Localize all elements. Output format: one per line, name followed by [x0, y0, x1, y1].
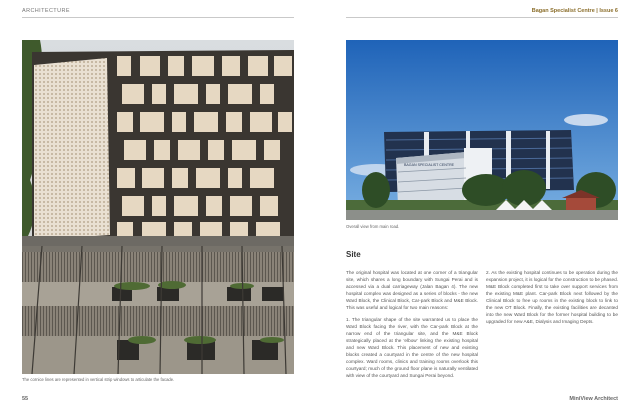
- facade-photo-caption: The cornice lines are represented in vertical strip windows to articulate the facade.: [22, 377, 175, 382]
- header-project-label: Bagan Specialist Centre | Issue 6: [531, 8, 618, 14]
- article-paragraph-2: 1. The triangular shape of the site warranted us to place the Ward Block facing the river, with the Car-park Block at the narrow end of the triangular site, and the M&E Block strategically placed at the 'elbow' linking the existing hospital and new Ward Block. This placement of new and existing blocks created a courtyard in the centre of the new hospital complex. Ward rooms, clinics and training rooms overlook this courtyard; much of the ground floor plane is naturally ventilated with view of the courtyard and Sungai Perai beyond.: [346, 317, 478, 378]
- header-rule-right: [346, 17, 618, 18]
- article-paragraph-3: 2. As the existing hospital continues to be operation during the expansion project, it is logical for the construction to be phased. M&E Block completed first to take over support services from the existing M&E plant. Car-park Block next followed by the Clinical Block to free up rooms in the existing block to link to the new OT Block. Finally, the existing facilities are decanted into the new Ward Block for the former hospital building to be upgraded for new A&E, Dialysis and Imaging Depts.: [486, 270, 618, 324]
- header-section-label: ARCHITECTURE: [22, 8, 70, 14]
- hospital-exterior-photo: [346, 40, 618, 220]
- page-number: 55: [22, 396, 29, 402]
- article-column-1: [346, 269, 478, 384]
- hospital-sign-text: BAGAN SPECIALIST CENTRE: [404, 163, 455, 167]
- article-column-2: [486, 269, 618, 330]
- facade-illustration: [22, 40, 294, 374]
- header-rule-left: [22, 17, 294, 18]
- publication-name: MiniView Architect: [569, 396, 618, 402]
- facade-photo: [22, 40, 294, 374]
- article-title: Site: [346, 250, 361, 259]
- hospital-photo-caption: Overall view from main road.: [346, 224, 400, 229]
- hospital-illustration: [346, 40, 618, 220]
- article-paragraph-1: The original hospital was located at one corner of a triangular site, which shares a long boundary with Sungai Perai and is accessed via a dual carriageway (Jalan Bagan 4). The new hospital complex was designed as a series of blocks - the new Ward Block, the Clinical Block, Car-park Block and M&E Block. This was useful and logical for two main reasons:: [346, 270, 478, 310]
